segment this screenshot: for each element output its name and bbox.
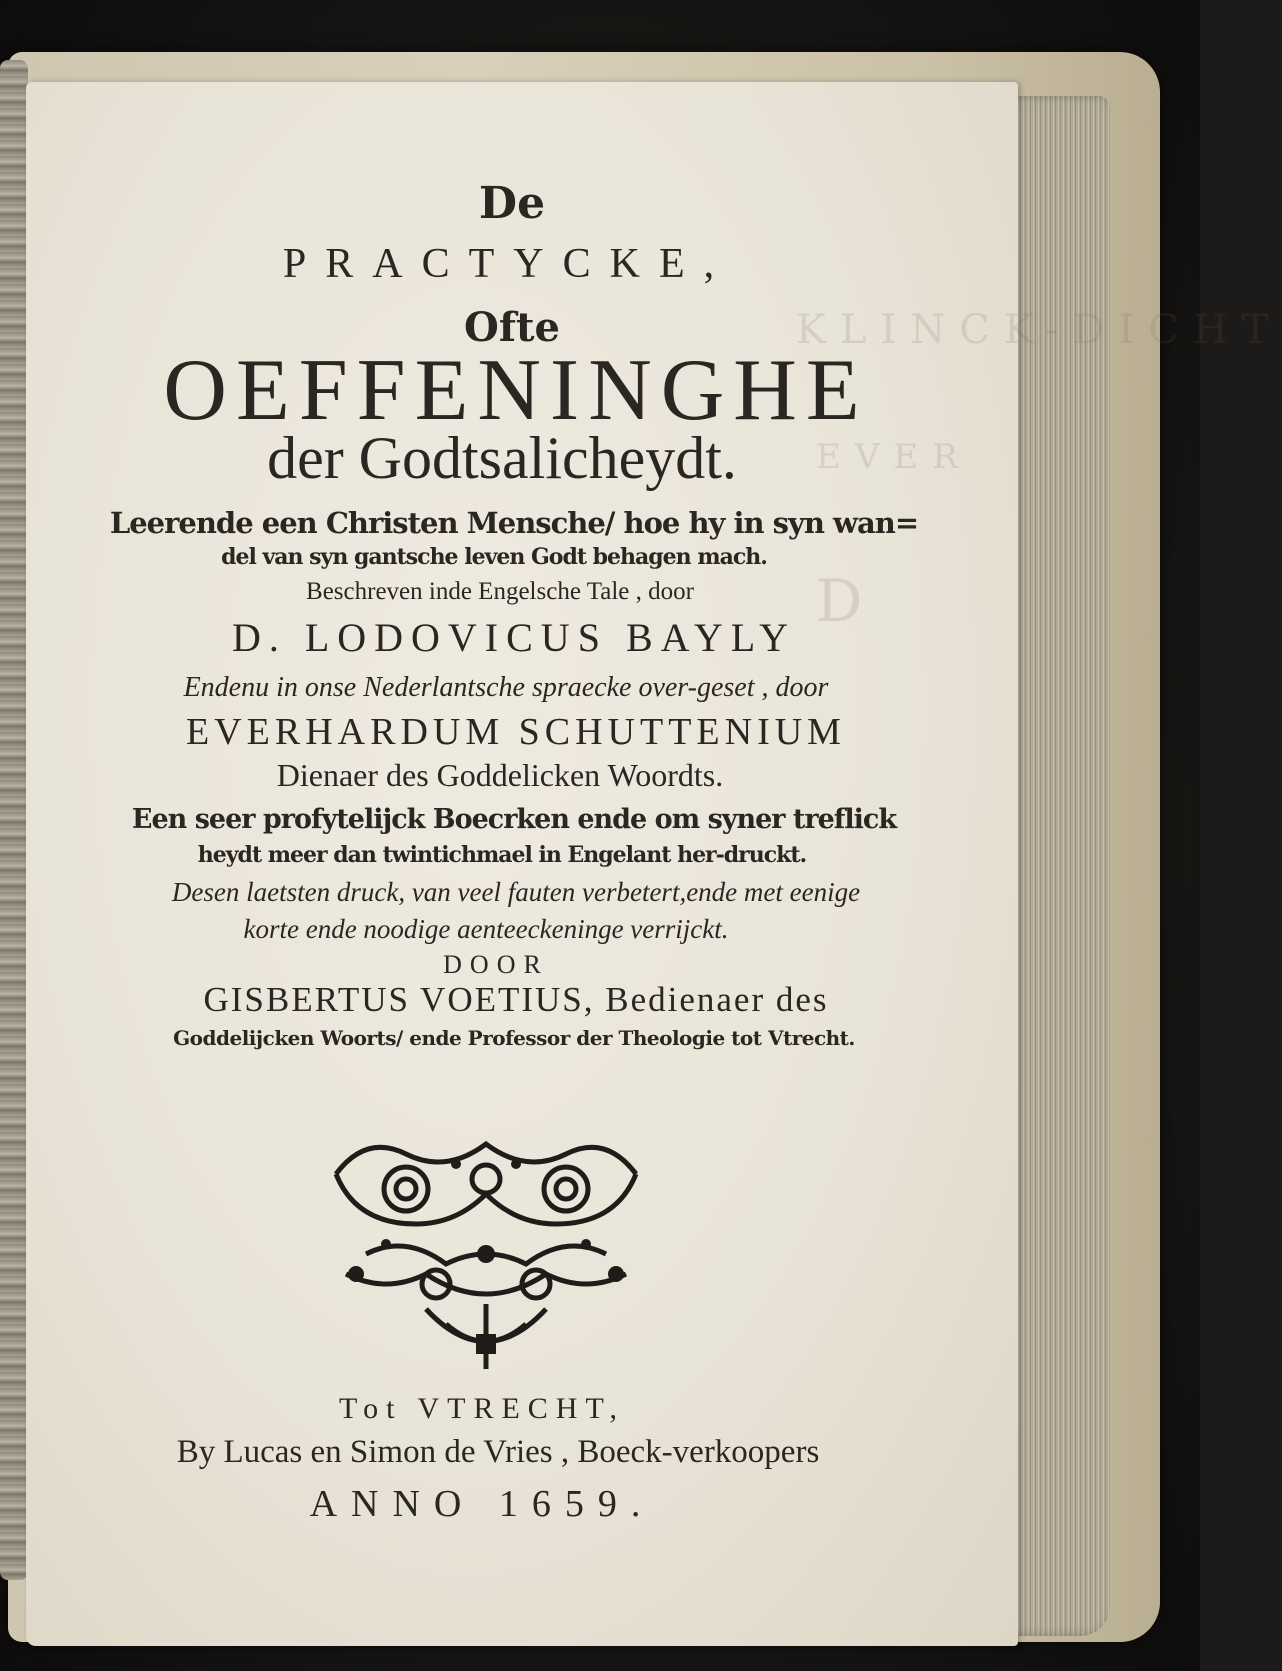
title-de: De [478, 178, 546, 229]
show-through-text: KLINCK-DICHT [796, 307, 1282, 353]
printers-ornament-icon [326, 1134, 646, 1374]
imprint-printers: By Lucas en Simon de Vries , Boeck-verkoopers [176, 1434, 820, 1470]
subtitle-een-1: Een seer profytelijck Boecrken ende om syner treflick [131, 804, 897, 835]
title-der-godtsalicheydt: der Godtsalicheydt. [267, 425, 737, 491]
subtitle-desen-1: Desen laetsten druck, van veel fauten verbetert,ende met eenige [171, 877, 861, 907]
imprint-tot-utrecht: Tot VTRECHT, [338, 1392, 626, 1425]
title-page [26, 82, 1282, 1646]
editor-name: GISBERTUS VOETIUS, Bedienaer des [203, 980, 829, 1019]
show-through-text: EVER [816, 437, 972, 477]
translator-name: EVERHARDUM SCHUTTENIUM [186, 711, 846, 753]
editor-title: Goddelijcken Woorts/ ende Professor der Theologie tot Vtrecht. [173, 1026, 855, 1050]
title-practycke: PRACTYCKE, [282, 241, 734, 287]
show-through-text: D [816, 567, 877, 635]
subtitle-dienaer: Dienaer des Goddelicken Woordts. [276, 757, 724, 793]
title-ofte: Ofte [464, 304, 560, 351]
label-door: DOOR [443, 950, 549, 979]
subtitle-leerende-2: del van syn gantsche leven Godt behagen mach. [221, 544, 767, 570]
subtitle-endenu: Endenu in onse Nederlantsche spraecke over-geset , door [183, 672, 829, 703]
subtitle-leerende-1: Leerende een Christen Mensche/ hoe hy in syn wan= [109, 506, 919, 540]
subtitle-desen-2: korte ende noodige aenteeckeninge verrijckt. [243, 914, 729, 944]
subtitle-een-2: heydt meer dan twintichmael in Engelant her-druckt. [197, 842, 807, 868]
author-name: D. LODOVICUS BAYLY [231, 615, 797, 660]
imprint-year: ANNO 1659. [309, 1483, 655, 1525]
title-oeffeninghe: OEFFENINGHE [163, 342, 869, 439]
subtitle-beschreven: Beschreven inde Engelsche Tale , door [306, 578, 694, 605]
